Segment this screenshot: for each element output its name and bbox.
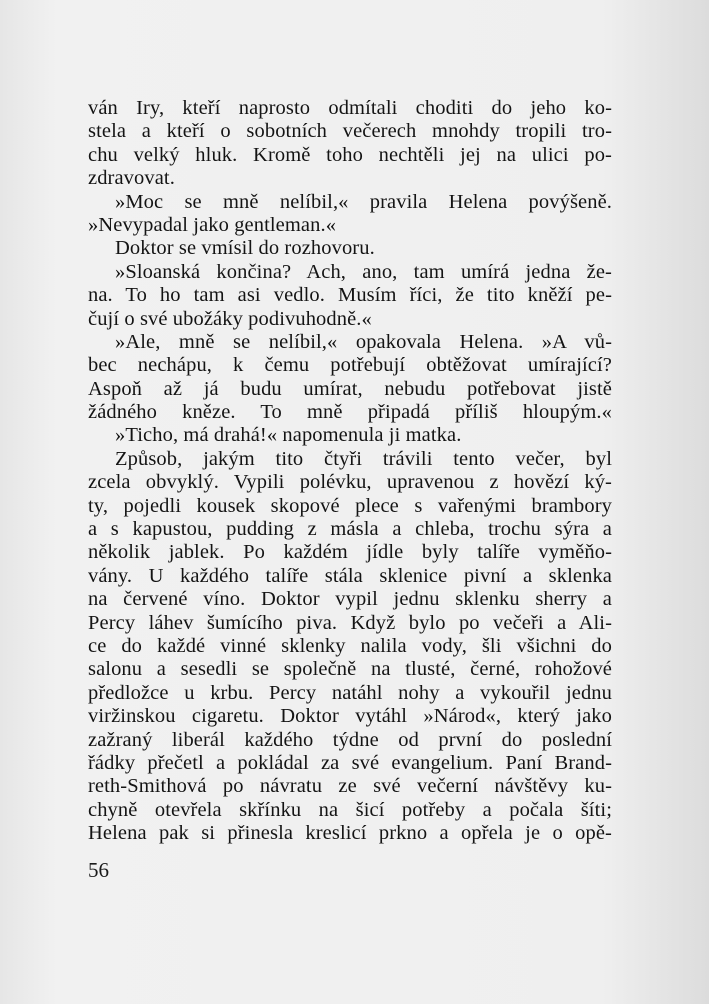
text-line-14: žádného kněze. To mně připadá příliš hloupým.« xyxy=(88,401,612,424)
text-line-26: předložce u krbu. Percy natáhl nohy a vykouřil jednu xyxy=(88,681,612,704)
body-text xyxy=(88,97,612,846)
text-line-3: chu velký hluk. Kromě toho nechtěli jej na ulici po- xyxy=(88,143,612,166)
text-line-1: ván Iry, kteří naprosto odmítali choditi do jeho ko- xyxy=(88,97,612,119)
text-line-17: zcela obvyklý. Vypili polévku, upravenou z hovězí ký- xyxy=(88,471,612,494)
text-line-20: několik jablek. Po každém jídle byly talíře vyměňo- xyxy=(88,541,612,564)
text-line-8: »Sloanská končina? Ach, ano, tam umírá jedna že- xyxy=(115,260,612,283)
page-number: 56 xyxy=(88,858,109,882)
text-line-22: na červené víno. Doktor vypil jednu sklenku sherry a xyxy=(88,588,612,611)
text-line-21: vány. U každého talíře stála sklenice pivní a sklenka xyxy=(88,564,612,587)
text-line-7: Doktor se vmísil do rozhovoru. xyxy=(115,237,375,260)
text-line-10: čují o své ubožáky podivuhodně.« xyxy=(88,307,372,330)
text-line-24: ce do každé vinné sklenky nalila vody, šli všichni do xyxy=(88,634,612,657)
text-line-25: salonu a sesedli se společně na tlusté, černé, rohožové xyxy=(88,658,612,681)
text-line-2: stela a kteří o sobotních večerech mnohdy tropili tro- xyxy=(88,120,612,143)
text-line-31: chyně otevřela skřínku na šicí potřeby a počala šíti; xyxy=(88,798,612,821)
text-line-23: Percy láhev šumícího piva. Když bylo po večeři a Ali- xyxy=(88,611,612,634)
text-line-27: viržinskou cigaretu. Doktor vytáhl »Národ«, který jako xyxy=(88,705,612,728)
text-line-5: »Moc se mně nelíbil,« pravila Helena povýšeně. xyxy=(115,190,612,213)
text-line-18: ty, pojedli kousek skopové plece s vařenými brambory xyxy=(88,494,612,517)
text-line-16: Způsob, jakým tito čtyři trávili tento večer, byl xyxy=(115,447,612,470)
text-line-11: »Ale, mně se nelíbil,« opakovala Helena. »A vů- xyxy=(115,330,612,353)
text-line-12: bec nechápu, k čemu potřebují obtěžovat umírající? xyxy=(88,354,612,377)
text-line-30: reth-Smithová po návratu ze své večerní návštěvy ku- xyxy=(88,775,612,798)
text-line-28: zažraný liberál každého týdne od první do poslední xyxy=(88,728,612,751)
text-line-29: řádky přečetl a pokládal za své evangelium. Paní Brand- xyxy=(88,751,612,774)
text-line-4: zdravovat. xyxy=(88,167,175,190)
text-line-6: »Nevypadal jako gentleman.« xyxy=(88,213,337,236)
text-line-13: Aspoň až já budu umírat, nebudu potřebovat jistě xyxy=(88,377,612,400)
text-line-19: a s kapustou, pudding z másla a chleba, trochu sýra a xyxy=(88,518,612,541)
text-line-32: Helena pak si přinesla kreslicí prkno a opřela je o opě- xyxy=(88,822,612,845)
text-line-9: na. To ho tam asi vedlo. Musím říci, že tito kněží pe- xyxy=(88,284,612,307)
text-line-15: »Ticho, má drahá!« napomenula ji matka. xyxy=(115,424,462,447)
